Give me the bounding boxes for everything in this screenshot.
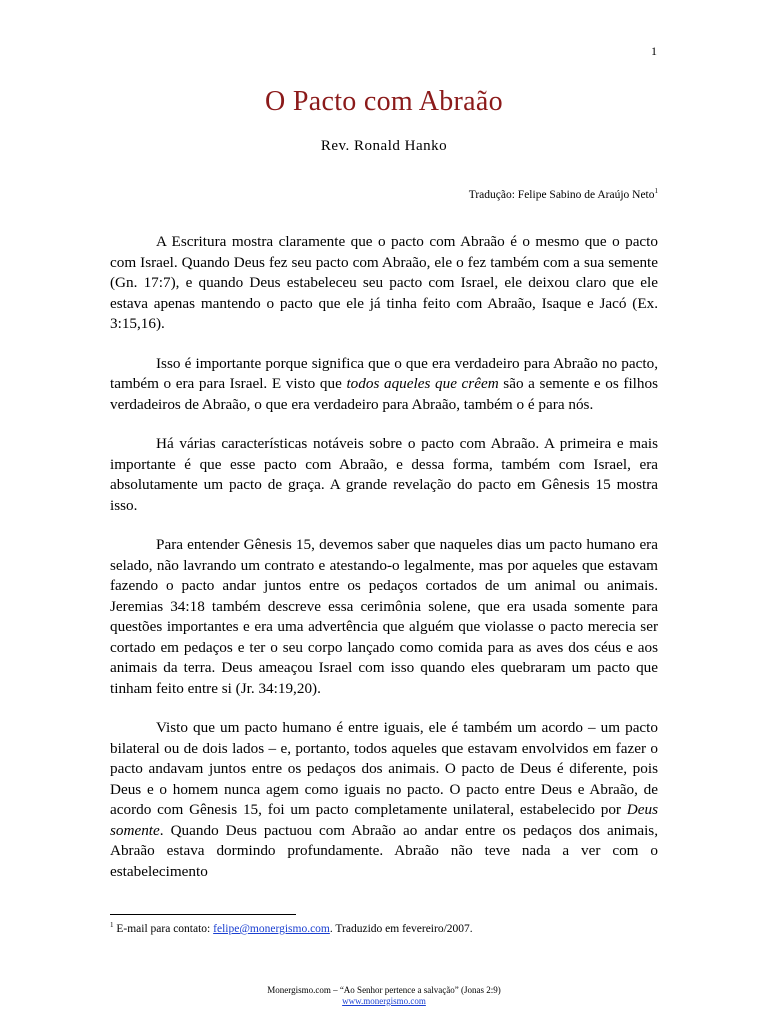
author-name: Rev. Ronald Hanko xyxy=(320,138,448,154)
paragraph-5-italic: Deus somente xyxy=(110,801,658,839)
footer-tagline: Monergismo.com – “Ao Senhor pertence a salvação” (Jonas 2:9) xyxy=(267,985,501,995)
paragraph-2 xyxy=(110,354,658,416)
footnote xyxy=(110,921,473,935)
footnote-divider xyxy=(110,914,296,915)
footnote-suffix: . Traduzido em fevereiro/2007. xyxy=(329,922,473,935)
page-footer xyxy=(0,985,768,1007)
paragraph-3: Há várias características notáveis sobre o pacto com Abraão. A primeira e mais importante é que esse pacto com Abraão, e dessa forma, também com Israel, era absolutamente um pacto de graça. A grande revelação do pacto em Gênesis 15 mostra isso. xyxy=(110,435,658,514)
paragraph-2-text-a: Isso é importante porque significa que o que era verdadeiro para Abraão no pacto, também o era para Israel. E visto que xyxy=(110,354,658,392)
document-title: O Pacto com Abraão xyxy=(265,86,503,117)
footnote-marker[interactable]: 1 xyxy=(654,187,658,195)
translation-credit xyxy=(469,187,658,201)
paragraph-2-text-b: são a semente e os filhos verdadeiros de Abraão, o que era verdadeiro para Abraão, também o é para nós. xyxy=(110,375,658,413)
paragraph-5-text-b: . Quando Deus pactuou com Abraão ao andar entre os pedaços dos animais, Abraão estava dormindo profundamente. Abraão não teve nada a ver com o estabelecimento xyxy=(110,821,658,880)
paragraph-5-text-a: Visto que um pacto humano é entre iguais, ele é também um acordo – um pacto bilateral ou de dois lados – e, portanto, todos aqueles que estavam envolvidos em fazer o pacto andavam juntos entre os pedaços dos animais. O pacto de Deus é diferente, pois Deus e o homem nunca agem como iguais no pacto. O pacto entre Deus e Abraão, de acordo com Gênesis 15, foi um pacto completamente unilateral, estabelecido por xyxy=(110,719,658,818)
footnote-prefix: E-mail para contato: xyxy=(113,922,214,935)
body-text xyxy=(110,232,658,901)
footer-website-link[interactable]: www.monergismo.com xyxy=(342,996,426,1006)
paragraph-4: Para entender Gênesis 15, devemos saber que naqueles dias um pacto humano era selado, não lavrando um contrato e atestando-o legalmente, mas por aqueles que estavam fazendo o pacto andar juntos entre os pedaços cortados de um animal ou animais. Jeremias 34:18 também descreve essa cerimônia solene, que era usada somente para questões importantes e era uma advertência que alguém que violasse o pacto merecia ser cortado em pedaços e ter o seu corpo lançado como comida para as aves dos céus e aos animais da terra. Deus ameaçou Israel com isso quando eles quebraram um pacto que tinham feito entre si (Jr. 34:19,20). xyxy=(110,536,658,697)
paragraph-1: A Escritura mostra claramente que o pacto com Abraão é o mesmo que o pacto com Israel. Quando Deus fez seu pacto com Abraão, ele o fez também com a sua semente (Gn. 17:7), e quando Deus estabeleceu seu pacto com Israel, ele deixou claro que ele estava apenas mantendo o pacto que ele já tinha feito com Abraão, Isaque e Jacó (Ex. 3:15,16). xyxy=(110,233,658,332)
footnote-number: 1 xyxy=(110,921,114,929)
translation-text: Tradução: Felipe Sabino de Araújo Neto xyxy=(468,188,655,201)
paragraph-5 xyxy=(110,718,658,882)
paragraph-2-italic: todos aqueles que crêem xyxy=(346,375,499,392)
footnote-email-link[interactable]: felipe@monergismo.com xyxy=(213,922,330,935)
page-number: 1 xyxy=(651,44,657,58)
